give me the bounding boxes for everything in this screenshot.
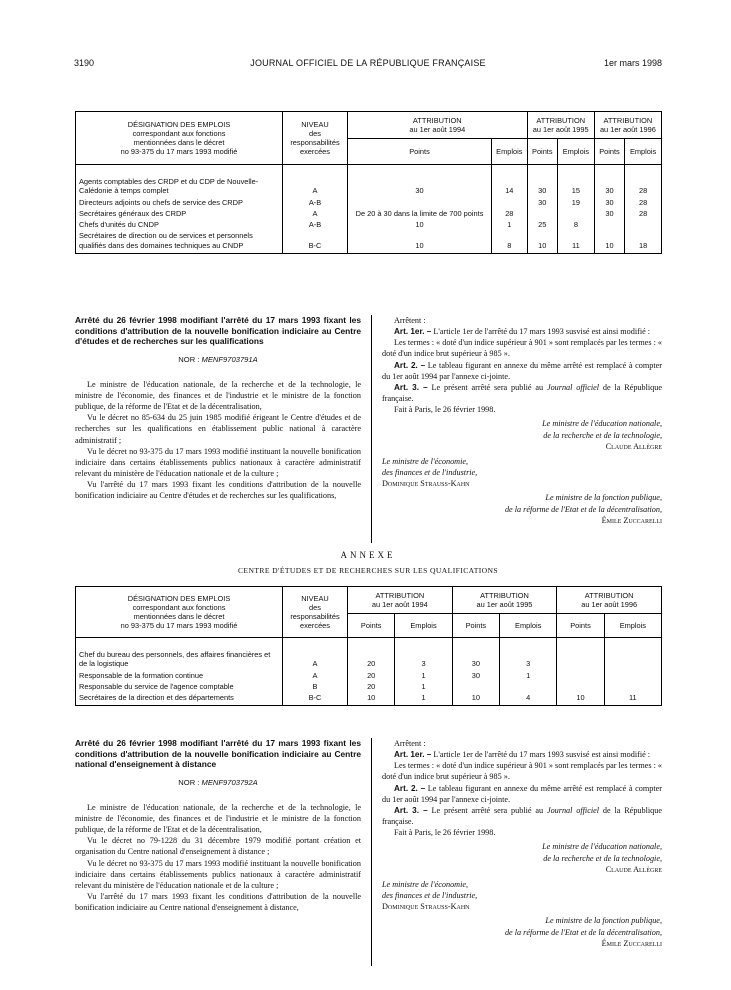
points-1995-cell: 30: [452, 638, 499, 670]
arrete-1-left-column: [75, 315, 361, 502]
visa: Vu l'arrêté du 17 mars 1993 fixant les conditions d'attribution de la nouvelle bonification indiciaire au Centre d'études et de recherches sur les qualifications,: [75, 480, 361, 501]
visa: Vu le décret no 93-375 du 17 mars 1993 modifié instituant la nouvelle bonification indiciaire dans certains établissements publics nationaux à caractère administratif relevant du ministère de l'éducation nationale et de la culture ;: [75, 858, 361, 890]
points-1996-cell: 30: [594, 208, 624, 219]
designation-cell: Secrétaires de la direction et des départements: [76, 692, 283, 706]
signatory-name: Claude Allègre: [605, 441, 662, 451]
designation-cell: Chef du bureau des personnels, des affaires financières et de la logistique: [76, 638, 283, 670]
column-divider: [371, 738, 372, 966]
points-1995-cell: [452, 681, 499, 692]
attribution-1996-header: ATTRIBUTION au 1er août 1996: [557, 587, 662, 614]
signatory-name: Dominique Strauss-Kahn: [382, 479, 470, 489]
issue-date: 1er mars 1998: [603, 58, 662, 68]
visa: Vu le décret no 79-1228 du 31 décembre 1979 modifié portant création et organisation du Centre national d'enseignement à distance ;: [75, 836, 361, 857]
points-1995-cell: [527, 208, 557, 219]
attribution-1995-header: ATTRIBUTION au 1er août 1995: [527, 112, 594, 139]
niveau-cell: B: [283, 681, 348, 692]
designation-cell: Secrétaires de direction ou de services et personnels qualifiés dans des domaines techniques au CNDP: [76, 230, 283, 253]
points-1995-cell: 30: [527, 165, 557, 197]
article-1-text: Les termes : « doté d'un indice supérieur à 901 » sont remplacés par les termes : « doté d'un indice brut supérieur à 985 ».: [382, 761, 662, 782]
article-1: Art. 1er. – L'article 1er de l'arrêté du 17 mars 1993 susvisé est ainsi modifié :: [394, 750, 651, 760]
niveau-cell: B-C: [283, 230, 348, 253]
article-1-text: Les termes : « doté d'un indice supérieur à 901 » sont remplacés par les termes : « doté d'un indice brut supérieur à 985 ».: [382, 338, 662, 359]
table-row: [76, 670, 662, 681]
niveau-cell: A-B: [283, 197, 348, 208]
table-row: [76, 208, 662, 219]
signatory-name: Claude Allègre: [605, 864, 662, 874]
table-row: [76, 219, 662, 230]
designation-cell: Chefs d'unités du CNDP: [76, 219, 283, 230]
emplois-header: Emplois: [492, 139, 528, 165]
points-1994-cell: [348, 197, 492, 208]
points-1995-cell: 25: [527, 219, 557, 230]
designation-cell: Responsable de la formation continue: [76, 670, 283, 681]
arrete-title: Arrêté du 26 février 1998 modifiant l'arrêté du 17 mars 1993 fixant les conditions d'attribution de la nouvelle bonification indiciaire au Centre d'études et de recherches sur les qualifications: [75, 315, 361, 346]
emplois-1996-cell: [604, 681, 661, 692]
arrete-1-right-column: [382, 315, 662, 526]
fait-a-paris: Fait à Paris, le 26 février 1998.: [394, 405, 496, 415]
article-1: Art. 1er. – L'article 1er de l'arrêté du 17 mars 1993 susvisé est ainsi modifié :: [394, 327, 651, 337]
signature-education: Le ministre de l'éducation nationale, de la recherche et de la technologie, Claude Allègre: [382, 841, 662, 874]
emplois-1995-cell: [500, 681, 557, 692]
article-3: Art. 3. – Le présent arrêté sera publié au Journal officiel de la République française.: [382, 382, 662, 404]
points-1995-cell: 30: [452, 670, 499, 681]
points-header: Points: [527, 139, 557, 165]
attribution-1996-header: ATTRIBUTION au 1er août 1996: [594, 112, 661, 139]
signature-economie: Le ministre de l'économie, des finances et de l'industrie, Dominique Strauss-Kahn: [382, 879, 662, 912]
points-1996-cell: [557, 670, 604, 681]
allocation-table-1: [75, 111, 662, 254]
journal-title: JOURNAL OFFICIEL DE LA RÉPUBLIQUE FRANÇAISE: [250, 58, 486, 68]
signatory-name: Émile Zuccarelli: [601, 515, 662, 525]
emplois-1994-cell: [492, 197, 528, 208]
points-1996-cell: 10: [557, 692, 604, 706]
points-1994-cell: 20: [348, 681, 395, 692]
niveau-cell: B-C: [283, 692, 348, 706]
emplois-1995-cell: 3: [500, 638, 557, 670]
nor-reference: NOR : MENF9703792A: [178, 777, 258, 787]
signature-economie: Le ministre de l'économie, des finances et de l'industrie, Dominique Strauss-Kahn: [382, 456, 662, 489]
points-1996-cell: [557, 638, 604, 670]
attribution-1995-header: ATTRIBUTION au 1er août 1995: [452, 587, 557, 614]
visa: Vu le décret no 93-375 du 17 mars 1993 modifié instituant la nouvelle bonification indiciaire dans certains établissements publics nationaux à caractère administratif relevant du ministère de l'éducation nationale et de la culture ;: [75, 446, 361, 479]
niveau-cell: A: [283, 208, 348, 219]
points-1994-cell: 30: [348, 165, 492, 197]
emplois-1995-cell: 4: [500, 692, 557, 706]
designation-cell: Responsable du service de l'agence comptable: [76, 681, 283, 692]
signature-fonction-publique: Le ministre de la fonction publique, de la réforme de l'Etat et de la décentralisation, Émile Zuccarelli: [382, 915, 662, 948]
signature-education: Le ministre de l'éducation nationale, de la recherche et de la technologie, Claude Allègre: [382, 418, 662, 451]
visa: Vu l'arrêté du 17 mars 1993 fixant les conditions d'attribution de la nouvelle bonification indiciaire au Centre national d'enseignement à distance,: [75, 892, 361, 913]
emplois-1996-cell: 11: [604, 692, 661, 706]
niveau-cell: A: [283, 638, 348, 670]
points-1994-cell: 10: [348, 692, 395, 706]
allocation-table-2: [75, 586, 662, 706]
designation-cell: Directeurs adjoints ou chefs de service des CRDP: [76, 197, 283, 208]
emplois-1995-cell: 8: [558, 219, 595, 230]
article-2: Art. 2. – Le tableau figurant en annexe du même arrêté est remplacé à compter du 1er août 1994 par l'annexe ci-jointe.: [382, 783, 663, 804]
visa: Vu le décret no 85-634 du 25 juin 1985 modifié érigeant le Centre d'études et de recherches sur les qualifications en établissement public national à caractère administratif ;: [75, 413, 361, 445]
emplois-1995-cell: [558, 208, 595, 219]
niveau-cell: A: [283, 165, 348, 197]
arretent: Arrêtent :: [394, 316, 426, 325]
points-1994-cell: 10: [348, 219, 492, 230]
points-1996-cell: 30: [594, 197, 624, 208]
points-1995-cell: 30: [527, 197, 557, 208]
points-1994-cell: 20: [348, 638, 395, 670]
points-header: Points: [452, 614, 499, 638]
points-1994-cell: De 20 à 30 dans la limite de 700 points: [348, 208, 492, 219]
nor-reference: NOR : MENF9703791A: [178, 354, 258, 364]
points-1996-cell: [594, 219, 624, 230]
points-header: Points: [594, 139, 624, 165]
table-row: [76, 230, 662, 253]
emplois-1996-cell: [604, 670, 661, 681]
designation-cell: Secrétaires généraux des CRDP: [76, 208, 283, 219]
points-1996-cell: [557, 681, 604, 692]
emplois-1996-cell: 28: [625, 165, 662, 197]
article-2: Art. 2. – Le tableau figurant en annexe du même arrêté est remplacé à compter du 1er août 1994 par l'annexe ci-jointe.: [382, 360, 663, 381]
niveau-header: NIVEAU des responsabilités exercées: [283, 587, 348, 638]
points-1995-cell: 10: [452, 692, 499, 706]
emplois-header: Emplois: [500, 614, 557, 638]
emplois-header: Emplois: [604, 614, 661, 638]
attribution-1994-header: ATTRIBUTION au 1er août 1994: [348, 112, 528, 139]
points-1994-cell: 10: [348, 230, 492, 253]
emplois-1994-cell: 1: [395, 692, 452, 706]
niveau-cell: A: [283, 670, 348, 681]
table-row: [76, 165, 662, 197]
points-header: Points: [348, 139, 492, 165]
article-3: Art. 3. – Le présent arrêté sera publié au Journal officiel de la République française.: [382, 805, 662, 827]
emplois-header: Emplois: [558, 139, 595, 165]
designation-header: DÉSIGNATION DES EMPLOIS correspondant aux fonctions mentionnées dans le décret no 93-375 du 17 mars 1993 modifié: [76, 587, 283, 638]
preamble: Le ministre de l'éducation nationale, de la recherche et de la technologie, le ministre de l'économie, des finances et de l'industrie et le ministre de la fonction publique, de la réforme de l'Etat et de la décentralisation,: [75, 802, 361, 835]
points-header: Points: [557, 614, 604, 638]
points-1994-cell: 20: [348, 670, 395, 681]
page-number: 3190: [74, 58, 95, 68]
niveau-header: NIVEAU des responsabilités exercées: [283, 112, 348, 165]
attribution-1994-header: ATTRIBUTION au 1er août 1994: [348, 587, 453, 614]
designation-cell: Agents comptables des CRDP et du CDP de Nouvelle-Calédonie à temps complet: [76, 165, 283, 197]
emplois-1994-cell: 8: [492, 230, 528, 253]
emplois-1994-cell: 3: [395, 638, 452, 670]
arrete-2-right-column: [382, 738, 662, 949]
emplois-1994-cell: 28: [492, 208, 528, 219]
arretent: Arrêtent :: [394, 739, 426, 748]
table-row: [76, 681, 662, 692]
column-divider: [371, 315, 372, 543]
table-row: [76, 638, 662, 670]
emplois-header: Emplois: [625, 139, 662, 165]
emplois-1994-cell: 1: [395, 670, 452, 681]
preamble: Le ministre de l'éducation nationale, de la recherche et de la technologie, le ministre de l'économie, des finances et de l'industrie et le ministre de la fonction publique, de la réforme de l'Etat et de la décentralisation,: [75, 379, 361, 412]
emplois-1995-cell: 1: [500, 670, 557, 681]
table-row: [76, 692, 662, 706]
table-row: [76, 197, 662, 208]
niveau-cell: A-B: [283, 219, 348, 230]
emplois-1995-cell: 15: [558, 165, 595, 197]
annexe-title: ANNEXE: [340, 550, 396, 560]
arrete-2-left-column: [75, 738, 361, 913]
page-header: [74, 58, 662, 72]
emplois-header: Emplois: [395, 614, 452, 638]
points-1996-cell: 30: [594, 165, 624, 197]
emplois-1996-cell: [625, 219, 662, 230]
points-1996-cell: 10: [594, 230, 624, 253]
emplois-1995-cell: 19: [558, 197, 595, 208]
annexe-subtitle: CENTRE D'ÉTUDES ET DE RECHERCHES SUR LES QUALIFICATIONS: [237, 566, 499, 575]
signatory-name: Dominique Strauss-Kahn: [382, 902, 470, 912]
emplois-1994-cell: 1: [492, 219, 528, 230]
emplois-1995-cell: 11: [558, 230, 595, 253]
emplois-1994-cell: 1: [395, 681, 452, 692]
signatory-name: Émile Zuccarelli: [601, 938, 662, 948]
points-1995-cell: 10: [527, 230, 557, 253]
points-header: Points: [348, 614, 395, 638]
designation-header: DÉSIGNATION DES EMPLOIS correspondant aux fonctions mentionnées dans le décret no 93-375 du 17 mars 1993 modifié: [76, 112, 283, 165]
emplois-1994-cell: 14: [492, 165, 528, 197]
arrete-title: Arrêté du 26 février 1998 modifiant l'arrêté du 17 mars 1993 fixant les conditions d'attribution de la nouvelle bonification indiciaire au Centre national d'enseignement à distance: [75, 738, 361, 769]
emplois-1996-cell: [604, 638, 661, 670]
emplois-1996-cell: 28: [625, 208, 662, 219]
fait-a-paris: Fait à Paris, le 26 février 1998.: [394, 828, 496, 838]
emplois-1996-cell: 18: [625, 230, 662, 253]
signature-fonction-publique: Le ministre de la fonction publique, de la réforme de l'Etat et de la décentralisation, Émile Zuccarelli: [382, 492, 662, 525]
emplois-1996-cell: 28: [625, 197, 662, 208]
